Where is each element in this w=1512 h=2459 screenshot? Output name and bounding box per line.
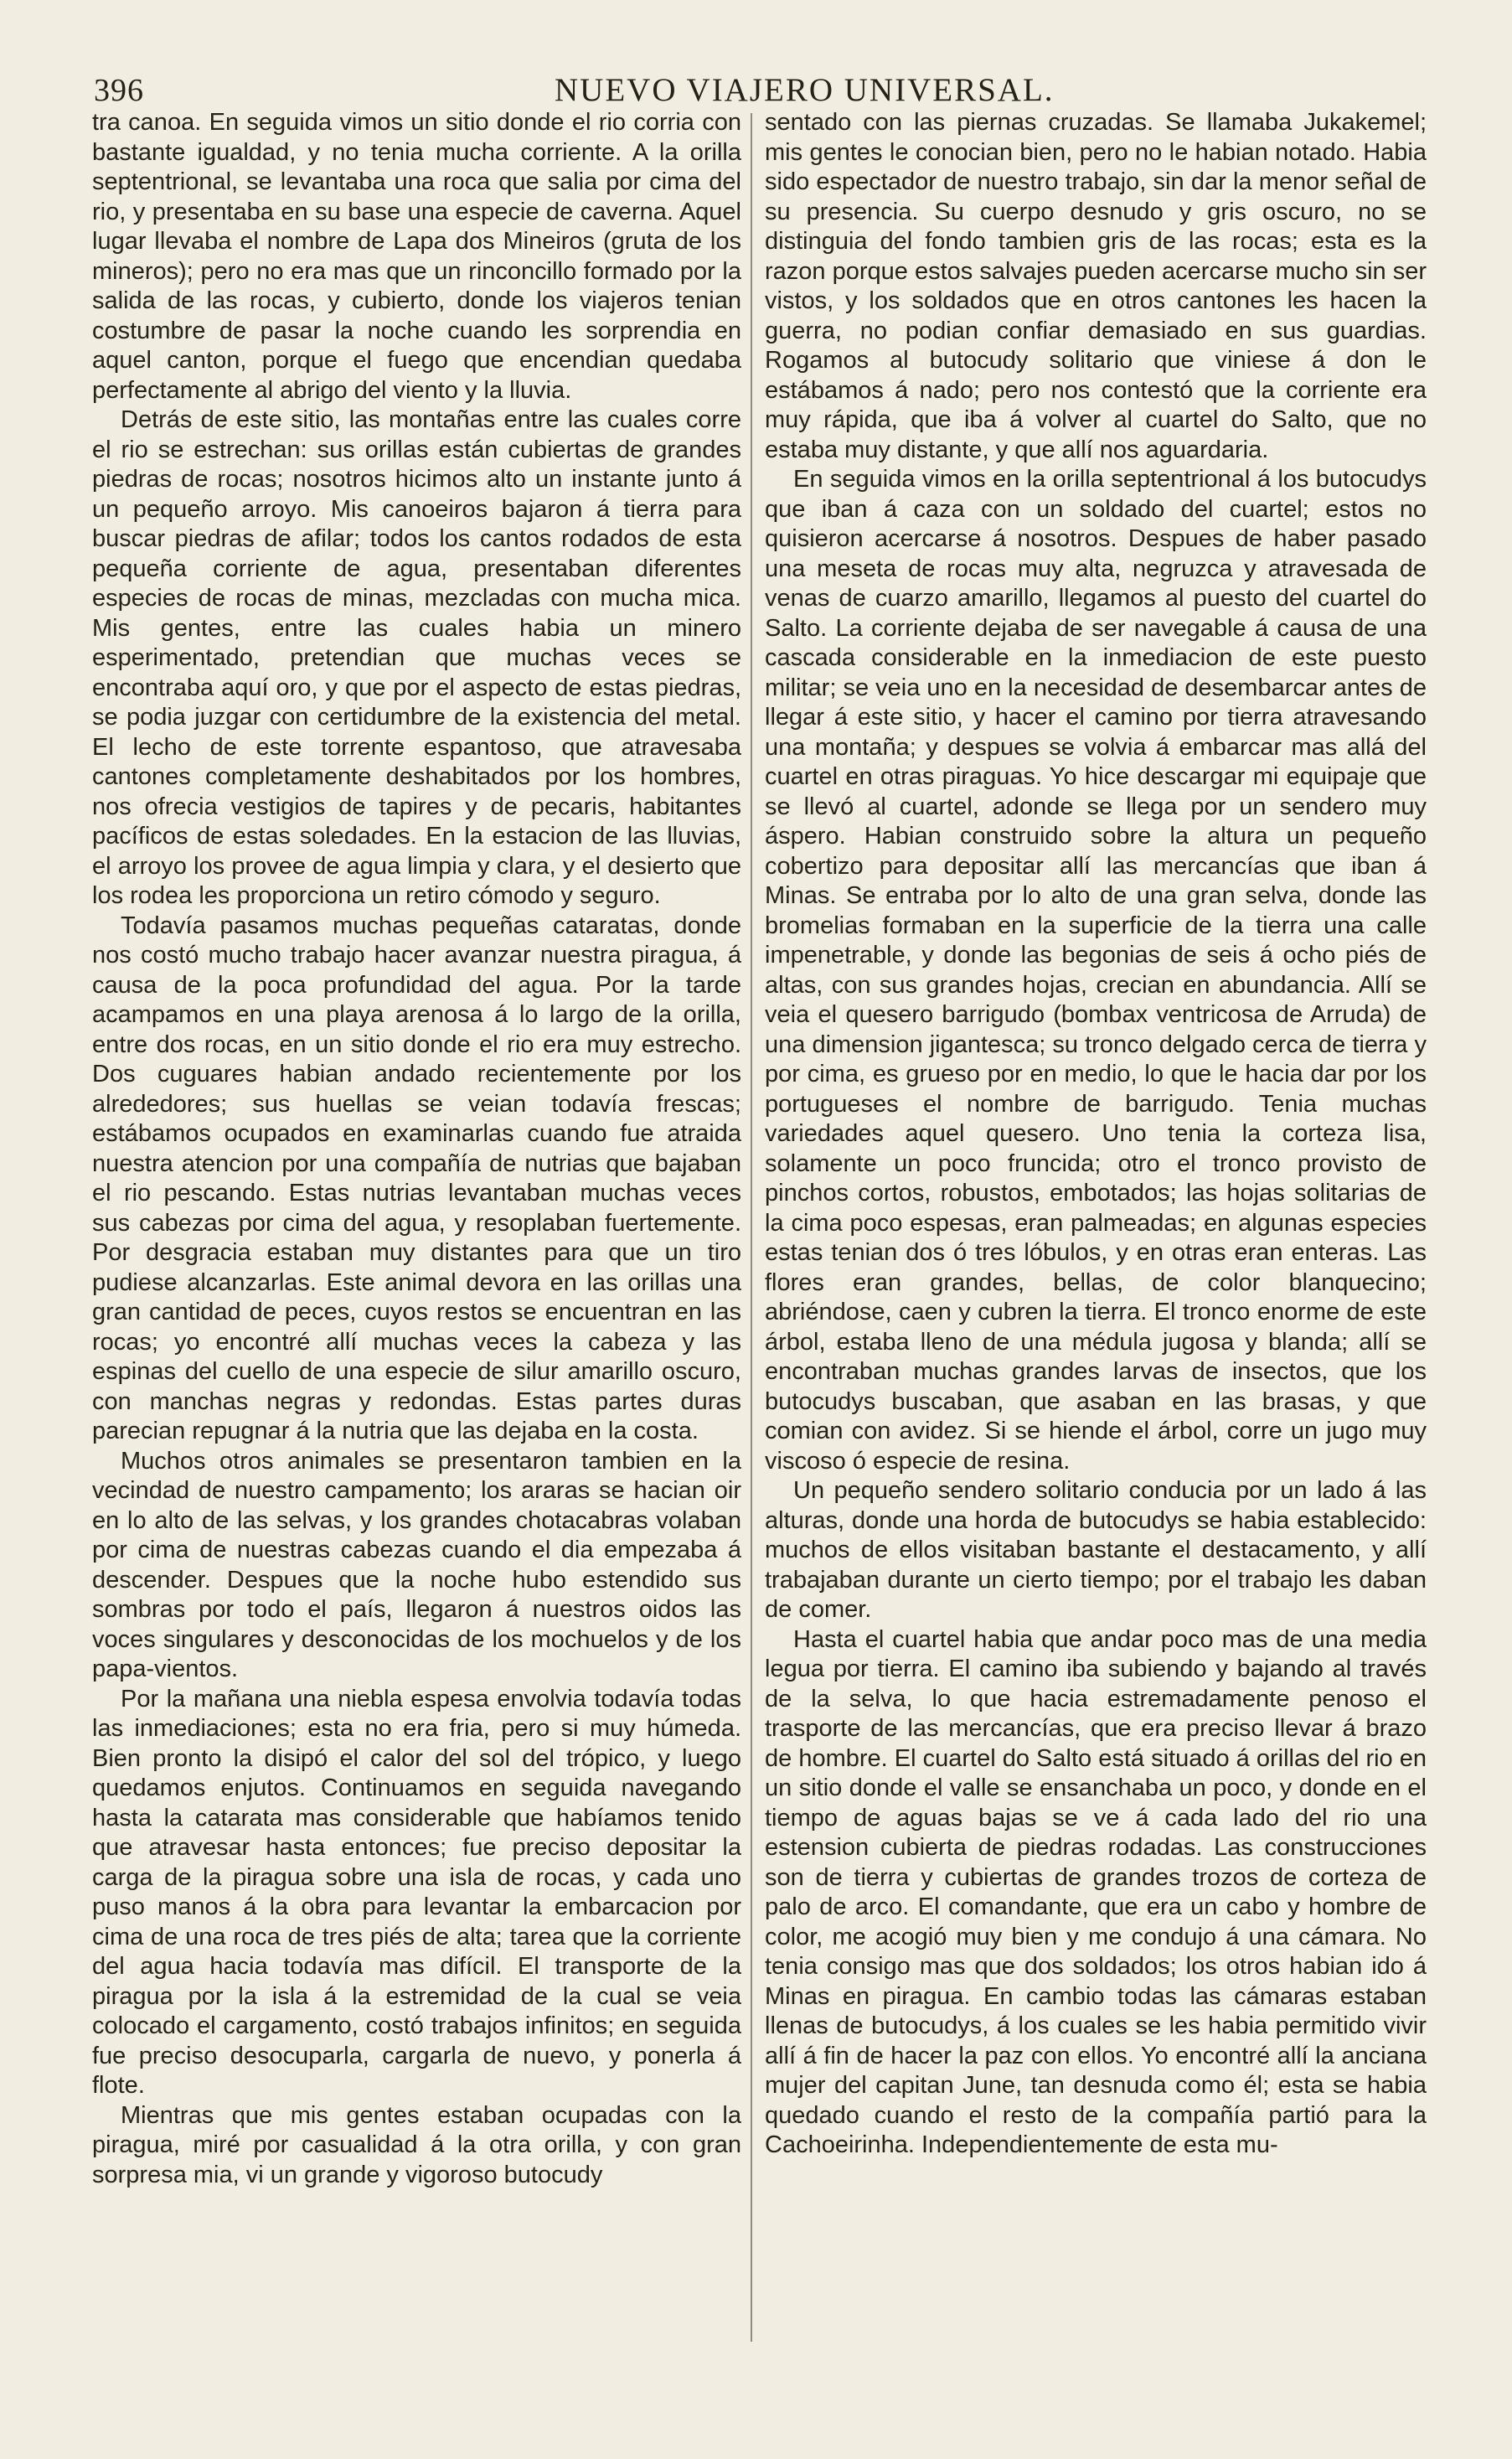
paragraph: Un pequeño sendero solitario conducia por un lado á las alturas, donde una horda de butocudys se habia establecido: muchos de ellos visitaban bastante el destacamento, y allí trabajaban durante un cierto tiempo; por el trabajo les daban de comer.	[765, 1477, 1427, 1623]
page-header	[94, 70, 1434, 111]
right-column	[765, 108, 1427, 2161]
paragraph: Muchos otros animales se presentaron tambien en la vecindad de nuestro campamento; los araras se hacian oir en lo alto de las selvas, y los grandes chotacabras volaban por cima de nuestras cabezas cuando el dia empezaba á descender. Despues que la noche hubo estendido sus sombras por todo el país, llegaron á nuestros oidos las voces singulares y desconocidas de los mochuelos y de los papa-vientos.	[92, 1447, 741, 1682]
column-divider	[751, 113, 752, 2342]
page-number: 396	[94, 73, 144, 108]
left-column	[92, 108, 741, 2190]
running-title: NUEVO VIAJERO UNIVERSAL.	[555, 72, 1055, 108]
paragraph: sentado con las piernas cruzadas. Se llamaba Jukakemel; mis gentes le conocian bien, pero no le habian notado. Habia sido espectador de nuestro trabajo, sin dar la menor señal de su presencia. Su cuerpo desnudo y gris oscuro, no se distinguia del fondo tambien gris de las rocas; esta es la razon porque estos salvajes pueden acercarse mucho sin ser vistos, y los soldados que en otros cantones les hacen la guerra, no podian confiar demasiado en sus guardias. Rogamos al butocudy solitario que viniese á don le estábamos á nado; pero nos contestó que la corriente era muy rápida, que iba á volver al cuartel do Salto, que no estaba muy distante, y que allí nos aguardaria.	[765, 109, 1427, 463]
paragraph: Por la mañana una niebla espesa envolvia todavía todas las inmediaciones; esta no era fria, pero si muy húmeda. Bien pronto la disipó el calor del sol del trópico, y luego quedamos enjutos. Continuamos en seguida navegando hasta la catarata mas considerable que habíamos tenido que atravesar hasta entonces; fue preciso depositar la carga de la piragua sobre una isla de rocas, y cada uno puso manos á la obra para levantar la embarcacion por cima de una roca de tres piés de alta; tarea que la corriente del agua hacia todavía mas difícil. El transporte de la piragua por la isla á la estremidad de la cual se veia colocado el cargamento, costó trabajos infinitos; en seguida fue preciso desocuparla, cargarla de nuevo, y ponerla á flote.	[92, 1685, 741, 2099]
paragraph: Mientras que mis gentes estaban ocupadas con la piragua, miré por casualidad á la otra orilla, y con gran sorpresa mia, vi un grande y vigoroso butocudy	[92, 2101, 741, 2188]
paragraph: Todavía pasamos muchas pequeñas cataratas, donde nos costó mucho trabajo hacer avanzar nuestra piragua, á causa de la poca profundidad del agua. Por la tarde acampamos en una playa arenosa á lo largo de la orilla, entre dos rocas, en un sitio donde el rio era muy estrecho. Dos cuguares habian andado recientemente por los alrededores; sus huellas se veian todavía frescas; estábamos ocupados en examinarlas cuando fue atraida nuestra atencion por una compañía de nutrias que bajaban el rio pescando. Estas nutrias levantaban muchas veces sus cabezas por cima del agua, y resoplaban fuertemente. Por desgracia estaban muy distantes para que un tiro pudiese alcanzarlas. Este animal devora en las orillas una gran cantidad de peces, cuyos restos se encuentran en las rocas; yo encontré allí muchas veces la cabeza y las espinas del cuello de una especie de silur amarillo oscuro, con manchas negras y redondas. Estas partes duras parecian repugnar á la nutria que las dejaba en la costa.	[92, 912, 741, 1444]
paragraph: En seguida vimos en la orilla septentrional á los butocudys que iban á caza con un soldado del cuartel; estos no quisieron acercarse á nosotros. Despues de haber pasado una meseta de rocas muy alta, negruzca y atravesada de venas de cuarzo amarillo, llegamos al puesto del cuartel do Salto. La corriente dejaba de ser navegable á causa de una cascada considerable en la inmediacion de este puesto militar; se veia uno en la necesidad de desembarcar antes de llegar á este sitio, y hacer el camino por tierra atravesando una montaña; y despues se volvia á embarcar mas allá del cuartel en otras piraguas. Yo hice descargar mi equipaje que se llevó al cuartel, adonde se llega por un sendero muy áspero. Habian construido sobre la altura un pequeño cobertizo para depositar allí las mercancías que iban á Minas. Se entraba por lo alto de una gran selva, donde las bromelias formaban en la superficie de la tierra una calle impenetrable, y donde las begonias de seis á ocho piés de altas, con sus grandes hojas, crecian en abundancia. Allí se veia el quesero barrigudo (bombax ventricosa de Arruda) de una dimension jigantesca; su tronco delgado cerca de tierra y por cima, es grueso por en medio, lo que le hacia dar por los portugueses el nombre de barrigudo. Tenia muchas variedades aquel quesero. Uno tenia la corteza lisa, solamente un poco fruncida; otro el tronco provisto de pinchos cortos, robustos, embotados; las hojas solitarias de la cima poco espesas, eran palmeadas; en algunas especies estas tenian dos ó tres lóbulos, y en otras eran enteras. Las flores eran grandes, bellas, de color blanquecino; abriéndose, caen y cubren la tierra. El tronco enorme de este árbol, estaba lleno de una médula jugosa y blanda; allí se encontraban muchas grandes larvas de insectos, que los butocudys buscaban, que asaban en las brasas, y que comian con avidez. Si se hiende el árbol, corre un jugo muy viscoso ó especie de resina.	[765, 466, 1427, 1475]
paragraph: Hasta el cuartel habia que andar poco mas de una media legua por tierra. El camino iba subiendo y bajando al través de la selva, lo que hacia estremadamente penoso el trasporte de las mercancías, que era preciso llevar á brazo de hombre. El cuartel do Salto está situado á orillas del rio en un sitio donde el valle se ensanchaba un poco, y donde en el tiempo de aguas bajas se ve á cada lado del rio una estension cubierta de piedras rodadas. Las construcciones son de tierra y cubiertas de grandes trozos de corteza de palo de arco. El comandante, que era un cabo y hombre de color, me acogió muy bien y me condujo á una cámara. No tenia consigo mas que dos soldados; los otros habian ido á Minas en piragua. En cambio todas las cámaras estaban llenas de butocudys, á los cuales se les habia permitido vivir allí á fin de hacer la paz con ellos. Yo encontré allí la anciana mujer del capitan June, tan desnuda como él; esta se habia quedado cuando el resto de la compañía partió para la Cachoeirinha. Independientemente de esta mu-	[765, 1625, 1427, 2158]
paragraph: Detrás de este sitio, las montañas entre las cuales corre el rio se estrechan: sus orillas están cubiertas de grandes piedras de rocas; nosotros hicimos alto un instante junto á un pequeño arroyo. Mis canoeiros bajaron á tierra para buscar piedras de afilar; todos los cantos rodados de esta pequeña corriente de agua, presentaban diferentes especies de rocas de minas, mezcladas con mucha mica. Mis gentes, entre las cuales habia un minero esperimentado, pretendian que muchas veces se encontraba aquí oro, y que por el aspecto de estas piedras, se podia juzgar con certidumbre de la existencia del metal. El lecho de este torrente espantoso, que atravesaba cantones completamente deshabitados por los hombres, nos ofrecia vestigios de tapires y de pecaris, habitantes pacíficos de estas soledades. En la estacion de las lluvias, el arroyo los provee de agua limpia y clara, y el desierto que los rodea les proporciona un retiro cómodo y seguro.	[92, 406, 741, 909]
paragraph: tra canoa. En seguida vimos un sitio donde el rio corria con bastante igualdad, y no tenia mucha corriente. A la orilla septentrional, se levantaba una roca que salia por cima del rio, y presentaba en su base una especie de caverna. Aquel lugar llevaba el nombre de Lapa dos Mineiros (gruta de los mineros); pero no era mas que un rinconcillo formado por la salida de las rocas, y cubierto, donde los viajeros tenian costumbre de pasar la noche cuando les sorprendia en aquel canton, porque el fuego que encendian quedaba perfectamente al abrigo del viento y la lluvia.	[92, 109, 741, 404]
